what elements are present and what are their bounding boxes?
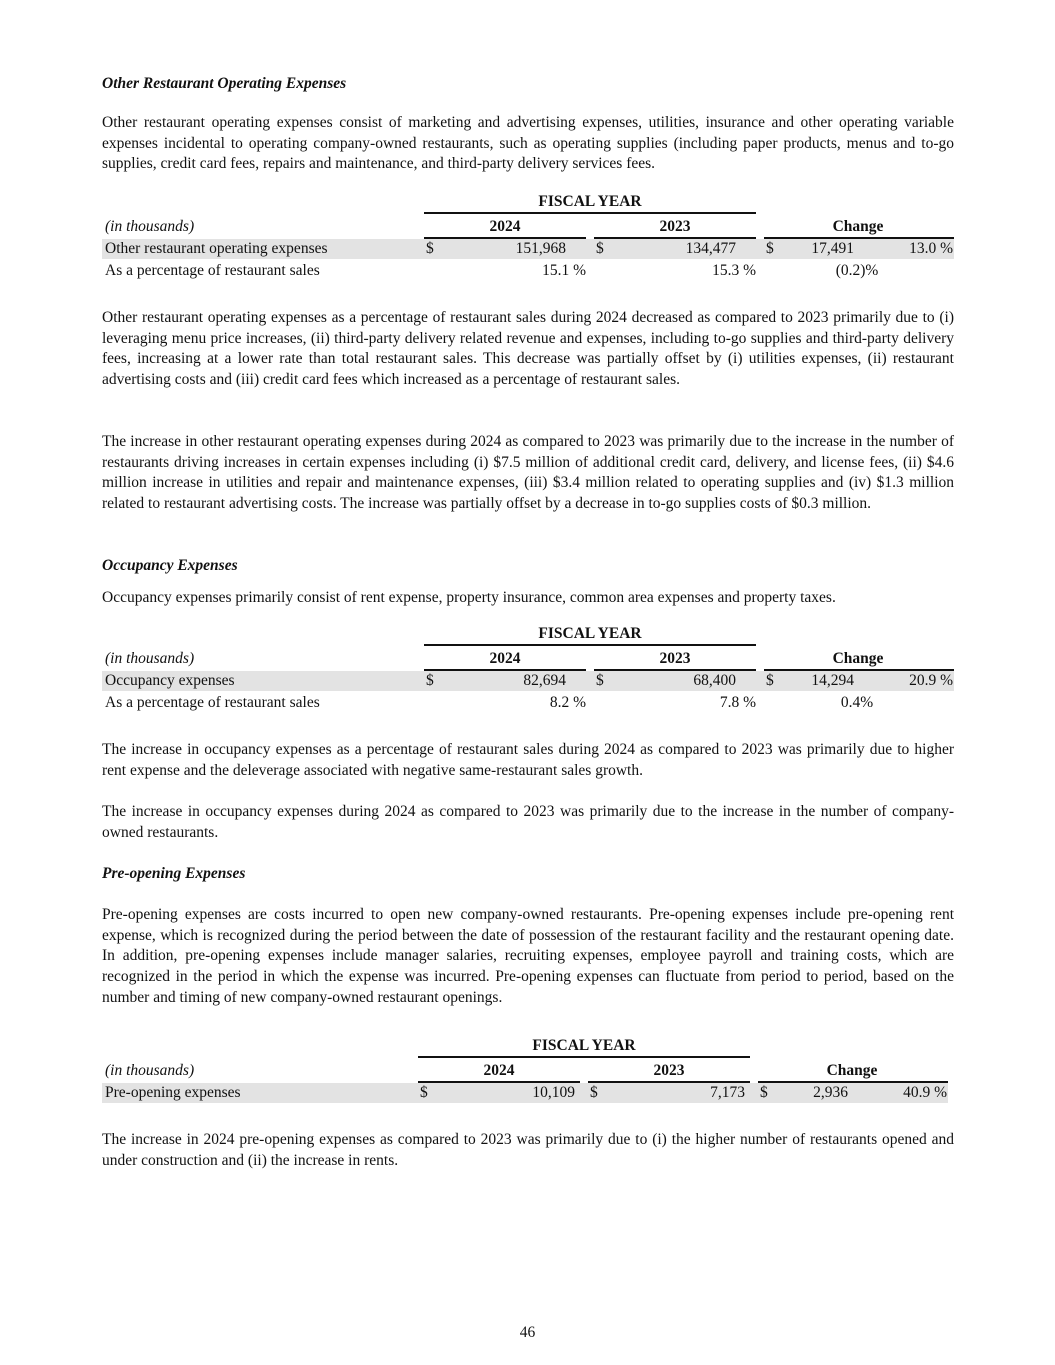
preopening-intro-paragraph: Pre-opening expenses are costs incurred to open new company-owned restaurants. Pre-opening expenses include pre-opening rent expense, which is recognized during the period between the date of possession of the restaurant facility and the restaurant opening date. In addition, pre-opening expenses include manager salaries, recruiting expenses, employee payroll and training costs, which are recognized in the period in which the expense was incurred. Pre-opening expenses can fluctuate from period to period, based on the number and timing of new company-owned restaurant openings.: [102, 906, 954, 1006]
col-header-change: Change: [832, 650, 884, 667]
value-2024: 82,694: [523, 672, 566, 689]
value-2023: 68,400: [693, 672, 736, 689]
currency-symbol: $: [766, 240, 774, 257]
row-label: As a percentage of restaurant sales: [105, 262, 320, 279]
units-label: (in thousands): [105, 218, 195, 235]
other-paragraph-2: The increase in other restaurant operating expenses during 2024 as compared to 2023 was primarily due to the increase in the number of restaurants driving increases in certain expenses including (i) $7.5 million of additional credit card, delivery, and license fees, (ii) $4.6 million increase in utilities and repair and maintenance expenses, (iii) $3.4 million related to operating supplies and (iv) $1.3 million related to restaurant advertising costs. The increase was partially offset by a decrease in to-go supplies costs of $0.3 million.: [102, 433, 954, 513]
preopening-paragraph-1: The increase in 2024 pre-opening expenses as compared to 2023 was primarily due to (i) the higher number of restaurants opened and under construction and (ii) the increase in rents.: [102, 1131, 954, 1169]
col-header-2024: 2024: [489, 650, 521, 667]
change-value: 14,294: [811, 672, 854, 689]
fiscal-year-rule: [424, 212, 756, 214]
occupancy-expenses-table: [102, 624, 954, 724]
col-header-change: Change: [832, 218, 884, 235]
units-label: (in thousands): [105, 650, 195, 667]
fiscal-year-rule: [418, 1056, 750, 1058]
row-label: Other restaurant operating expenses: [105, 240, 328, 257]
currency-symbol: $: [596, 672, 604, 689]
fiscal-year-header: FISCAL YEAR: [538, 193, 642, 210]
currency-symbol: $: [426, 240, 434, 257]
percent-2024: 8.2 %: [549, 694, 586, 711]
fiscal-year-rule: [424, 644, 756, 646]
col-header-2023: 2023: [659, 650, 691, 667]
occupancy-paragraph-1: The increase in occupancy expenses as a percentage of restaurant sales during 2024 as compared to 2023 was primarily due to higher rent expense and the deleverage associated with negative same-restaurant sales growth.: [102, 741, 954, 779]
change-value: 17,491: [811, 240, 854, 257]
value-2024: 10,109: [532, 1084, 575, 1101]
col-header-change: Change: [826, 1062, 878, 1079]
value-2023: 134,477: [685, 240, 736, 257]
percent-2024: 15.1 %: [542, 262, 586, 279]
occupancy-intro-paragraph: Occupancy expenses primarily consist of rent expense, property insurance, common area expenses and property taxes.: [102, 589, 836, 606]
col-header-2023: 2023: [659, 218, 691, 235]
row-label: Pre-opening expenses: [105, 1084, 241, 1101]
change-value: 2,936: [813, 1084, 848, 1101]
section-heading-occupancy: Occupancy Expenses: [102, 557, 238, 574]
currency-symbol: $: [426, 672, 434, 689]
change-percent: 40.9 %: [903, 1084, 947, 1101]
value-2024: 151,968: [515, 240, 566, 257]
currency-symbol: $: [766, 672, 774, 689]
fiscal-year-header: FISCAL YEAR: [538, 625, 642, 642]
col-header-2024: 2024: [489, 218, 521, 235]
percent-2023: 7.8 %: [719, 694, 756, 711]
currency-symbol: $: [420, 1084, 428, 1101]
other-expenses-table: [102, 192, 954, 292]
other-intro-paragraph: Other restaurant operating expenses consist of marketing and advertising expenses, utilities, insurance and other operating variable expenses incidental to operating company-owned restaurants, such as operating supplies (including paper products, menus and to-go supplies, credit card fees, repairs and maintenance, and third-party delivery services fees.: [102, 114, 954, 173]
value-2023: 7,173: [710, 1084, 745, 1101]
percent-change: 0.4%: [840, 694, 874, 711]
percent-2023: 15.3 %: [712, 262, 756, 279]
row-label: Occupancy expenses: [105, 672, 235, 689]
change-percent: 13.0 %: [909, 240, 953, 257]
row-label: As a percentage of restaurant sales: [105, 694, 320, 711]
percent-change: (0.2)%: [835, 262, 879, 279]
currency-symbol: $: [760, 1084, 768, 1101]
other-paragraph-1: Other restaurant operating expenses as a percentage of restaurant sales during 2024 decreased as compared to 2023 primarily due to (i) leveraging menu price increases, (ii) third-party delivery related revenue and expenses, including to-go supplies and third-party delivery fees, increasing at a lower rate than total restaurant sales. This decrease was partially offset by (i) utilities expenses, (ii) restaurant advertising costs and (iii) credit card fees which increased as a percentage of restaurant sales.: [102, 309, 954, 389]
change-percent: 20.9 %: [909, 672, 953, 689]
currency-symbol: $: [590, 1084, 598, 1101]
col-header-2024: 2024: [483, 1062, 515, 1079]
section-heading-other: Other Restaurant Operating Expenses: [102, 75, 347, 92]
col-header-2023: 2023: [653, 1062, 685, 1079]
preopening-expenses-table: [102, 1036, 954, 1101]
fiscal-year-header: FISCAL YEAR: [532, 1037, 636, 1054]
units-label: (in thousands): [105, 1062, 195, 1079]
currency-symbol: $: [596, 240, 604, 257]
page-number: 46: [519, 1324, 536, 1341]
occupancy-paragraph-2: The increase in occupancy expenses during 2024 as compared to 2023 was primarily due to the increase in the number of company-owned restaurants.: [102, 803, 954, 841]
section-heading-preopening: Pre-opening Expenses: [102, 865, 246, 882]
